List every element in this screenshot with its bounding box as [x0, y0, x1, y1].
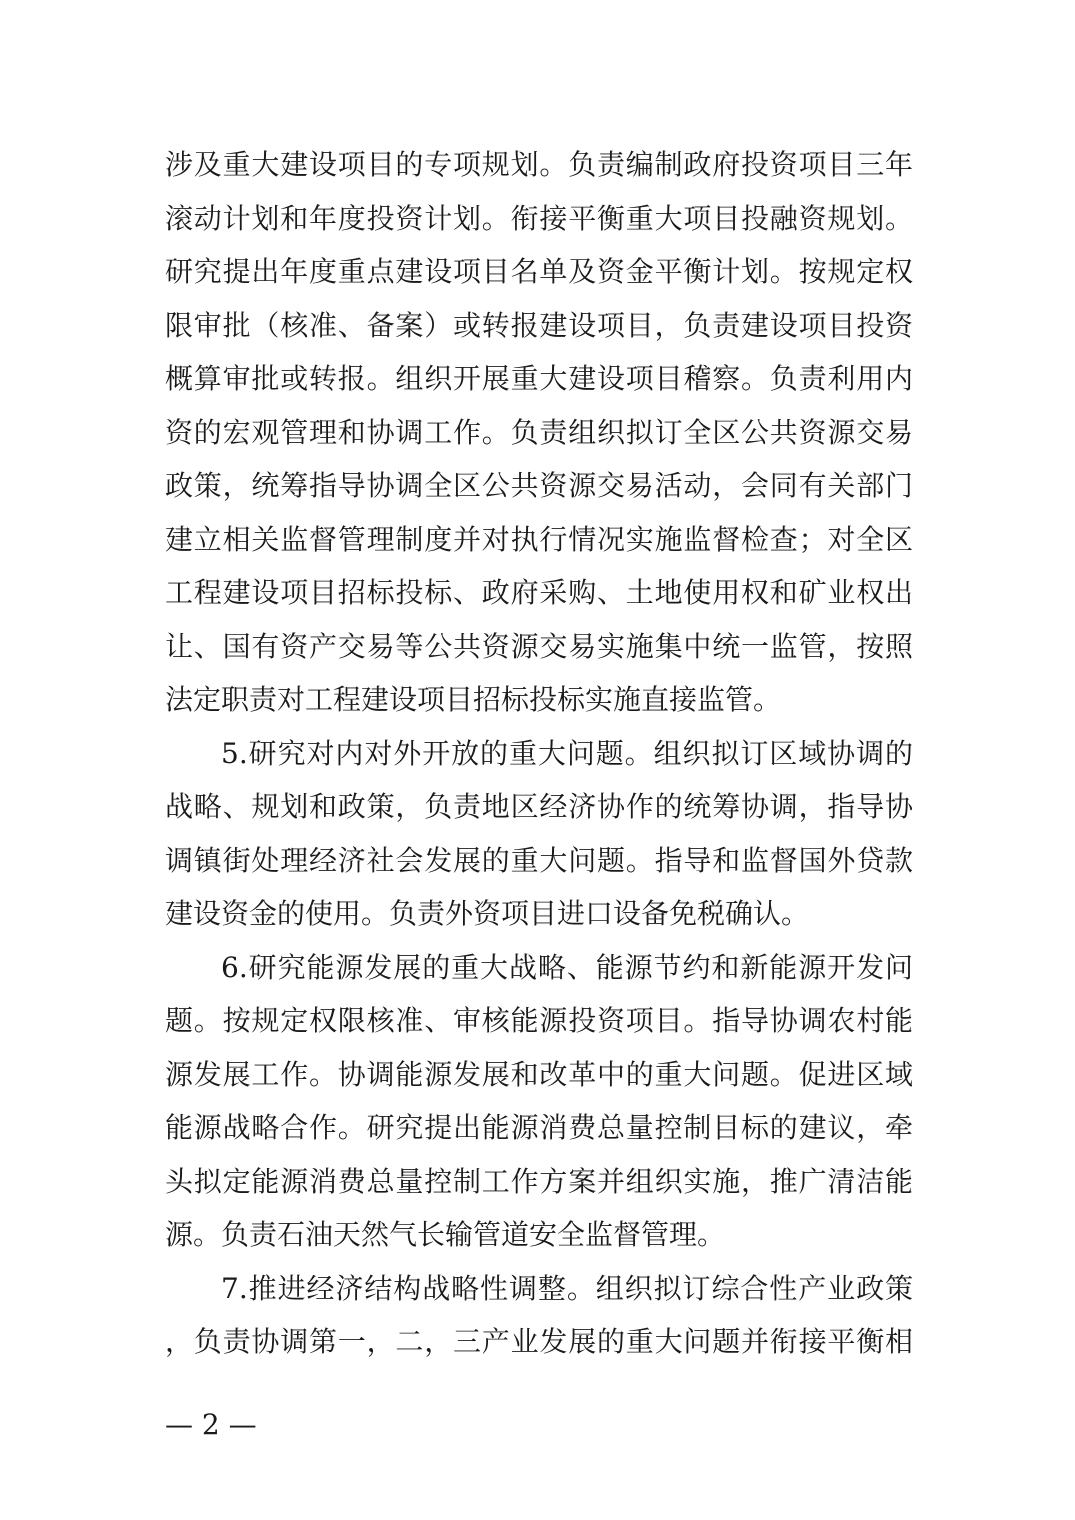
paragraph-item-5 — [165, 727, 913, 941]
page-number: — 2 — — [165, 1408, 257, 1441]
text-line: 建立相关监督管理制度并对执行情况实施监督检查；对全区 — [165, 522, 913, 556]
text-line: 源。负责石油天然气长输管道安全监督管理。 — [165, 1218, 726, 1251]
text-line: 资的宏观管理和协调工作。负责组织拟订全区公共资源交易 — [165, 415, 913, 449]
text-line: 题。按规定权限核准、审核能源投资项目。指导协调农村能 — [165, 1004, 913, 1037]
text-line: 7.推进经济结构战略性调整。组织拟订综合性产业政策 — [221, 1271, 913, 1305]
paragraph-continuation — [165, 138, 913, 727]
text-line: 头拟定能源消费总量控制工作方案并组织实施，推广清洁能 — [165, 1164, 913, 1198]
text-line: 战略、规划和政策，负责地区经济协作的统筹协调，指导协 — [165, 790, 913, 823]
text-line: 建设资金的使用。负责外资项目进口设备免税确认。 — [165, 897, 810, 930]
text-line: 法定职责对工程建设项目招标投标实施直接监管。 — [165, 683, 782, 716]
text-line: 调镇街处理经济社会发展的重大问题。指导和监督国外贷款 — [165, 843, 913, 877]
text-line: 能源战略合作。研究提出能源消费总量控制目标的建议，牵 — [165, 1111, 913, 1144]
text-line: 工程建设项目招标投标、政府采购、土地使用权和矿业权出 — [165, 576, 913, 609]
text-line: ，负责协调第一，二，三产业发展的重大问题并衔接平衡相 — [165, 1325, 913, 1358]
text-line: 6.研究能源发展的重大战略、能源节约和新能源开发问 — [221, 950, 913, 984]
text-line: 限审批（核准、备案）或转报建设项目，负责建设项目投资 — [165, 308, 913, 342]
text-line: 滚动计划和年度投资计划。衔接平衡重大项目投融资规划。 — [165, 201, 913, 235]
paragraph-item-7 — [165, 1262, 913, 1369]
document-body — [165, 138, 913, 1369]
text-line: 5.研究对内对外开放的重大问题。组织拟订区域协调的 — [221, 736, 913, 770]
text-line: 涉及重大建设项目的专项规划。负责编制政府投资项目三年 — [165, 148, 913, 181]
text-line: 概算审批或转报。组织开展重大建设项目稽察。负责利用内 — [165, 362, 913, 395]
text-line: 让、国有资产交易等公共资源交易实施集中统一监管，按照 — [165, 629, 913, 663]
text-line: 研究提出年度重点建设项目名单及资金平衡计划。按规定权 — [165, 255, 913, 288]
paragraph-item-6 — [165, 941, 913, 1262]
text-line: 政策，统筹指导协调全区公共资源交易活动，会同有关部门 — [165, 469, 913, 502]
text-line: 源发展工作。协调能源发展和改革中的重大问题。促进区域 — [165, 1057, 913, 1091]
